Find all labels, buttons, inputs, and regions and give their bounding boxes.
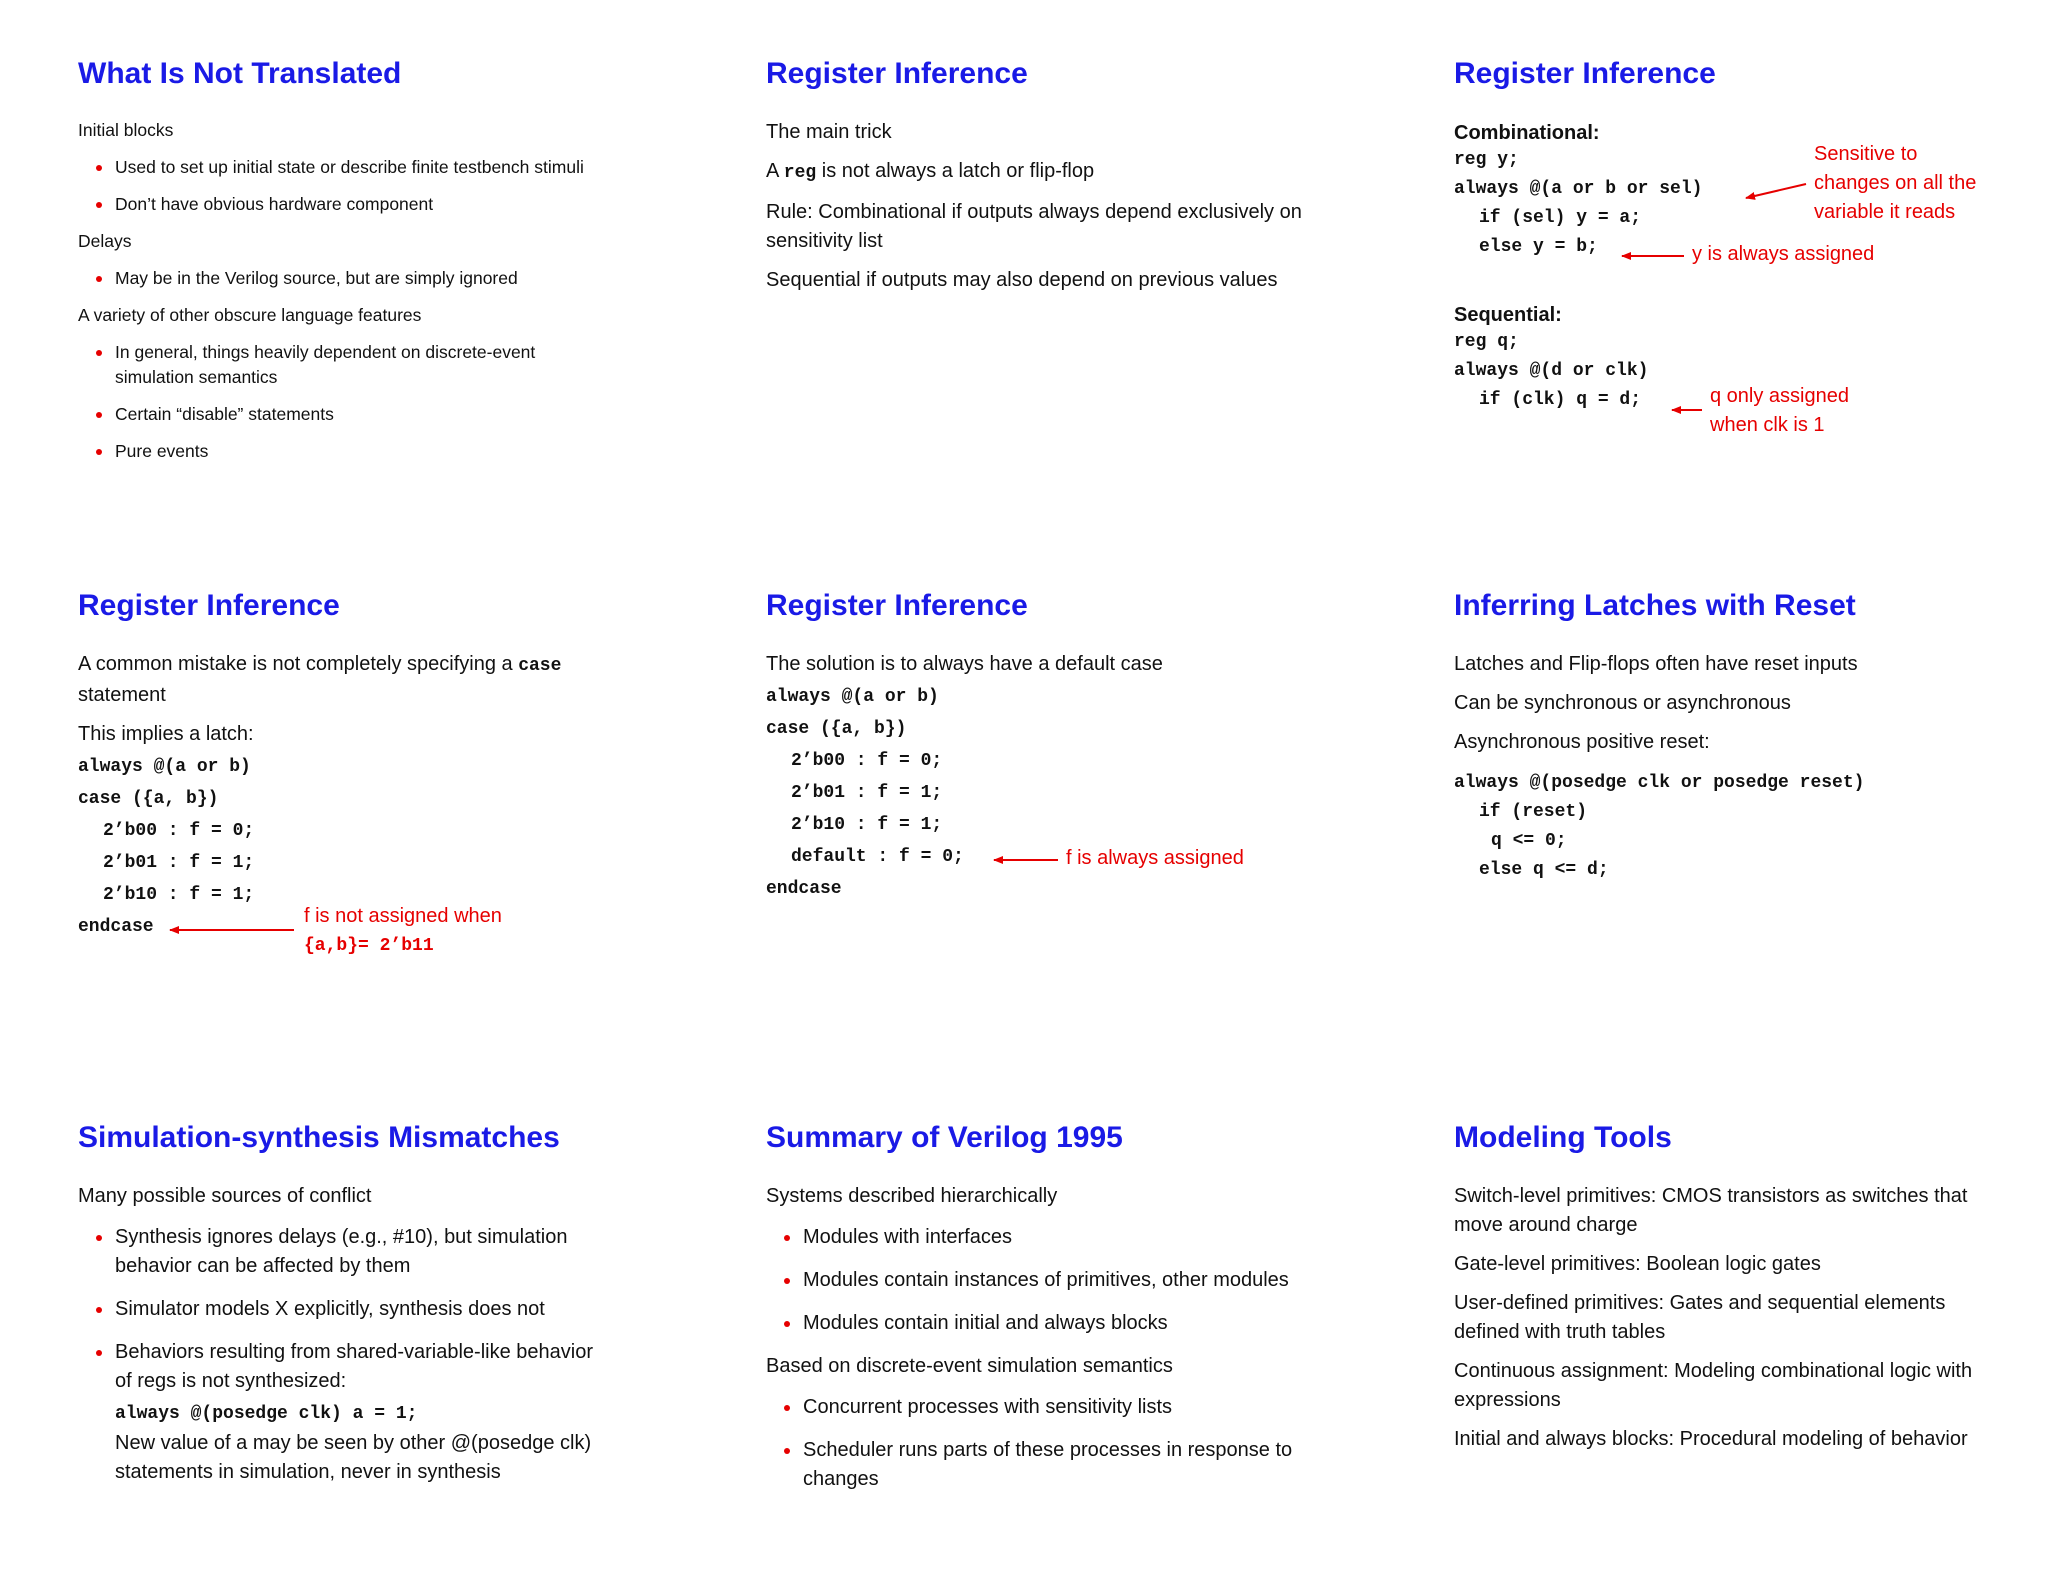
slide-title: Simulation-synthesis Mismatches: [78, 1121, 560, 1154]
code-line: q <= 0;: [1491, 831, 1567, 851]
code-line: 2’b00 : f = 0;: [103, 821, 255, 841]
annotation-line: Sensitive to: [1814, 143, 1918, 165]
combinational-heading: Combinational:: [1454, 122, 1600, 144]
code-line: always @(a or b or sel): [1454, 179, 1703, 199]
paragraph: Sequential if outputs may also depend on previous values: [766, 269, 1278, 291]
code-line: endcase: [78, 917, 154, 937]
list-item: Systems described hierarchically: [766, 1185, 1058, 1207]
code-line: else y = b;: [1479, 237, 1598, 257]
paragraph: Can be synchronous or asynchronous: [1454, 692, 1791, 714]
list-item: Delays: [78, 231, 132, 251]
slide-register-inference-2: [1454, 56, 2048, 415]
list-item: Synthesis ignores delays (e.g., #10), but simulation behavior can be affected by them: [78, 1223, 615, 1281]
code-line: 2’b10 : f = 1;: [103, 885, 255, 905]
code-line: reg q;: [1454, 332, 1519, 352]
slide-title: Summary of Verilog 1995: [766, 1121, 1123, 1154]
list-item: User-defined primitives: Gates and sequential elements defined with truth tables: [1454, 1292, 1946, 1343]
code-line: if (reset): [1479, 802, 1588, 822]
paragraph: Rule: Combinational if outputs always depend exclusively on sensitivity list: [766, 201, 1302, 252]
code-line: always @(a or b): [766, 687, 939, 707]
list-item: Continuous assignment: Modeling combinational logic with expressions: [1454, 1360, 1973, 1411]
text-part: is not always a latch or flip-flop: [816, 160, 1095, 182]
list-item: Don’t have obvious hardware component: [78, 192, 698, 217]
slide-sim-synth-mismatches: [78, 1120, 698, 1487]
slide-body: [78, 650, 698, 943]
slide-inferring-latches-reset: [1454, 588, 2048, 885]
slide-title: Modeling Tools: [1454, 1121, 1672, 1154]
code-line: always @(posedge clk or posedge reset): [1454, 773, 1865, 793]
list-item: Initial blocks: [78, 120, 174, 140]
slide-title: What Is Not Translated: [78, 57, 402, 90]
code-line: 2’b01 : f = 1;: [791, 783, 943, 803]
list-item: Simulator models X explicitly, synthesis does not: [78, 1295, 698, 1324]
slide-body: [1454, 1182, 2004, 1454]
annotation-not-assigned: f is not assigned when: [304, 905, 502, 927]
list-item: Modules contain instances of primitives, other modules: [766, 1266, 1303, 1295]
list-item: Based on discrete-event simulation semantics: [766, 1355, 1173, 1377]
annotation-sensitive: [1814, 140, 1976, 227]
list-item: Modules with interfaces: [766, 1223, 1386, 1252]
code-line: default : f = 0;: [791, 847, 964, 867]
code-line: case ({a, b}): [78, 789, 219, 809]
code-line: case ({a, b}): [766, 719, 907, 739]
list-item: May be in the Verilog source, but are simply ignored: [78, 266, 698, 291]
annotation-not-assigned-code: {a,b}= 2’b11: [304, 936, 434, 956]
inline-code: reg: [783, 163, 817, 183]
annotation-line: changes on all the: [1814, 172, 1977, 194]
code-line: 2’b10 : f = 1;: [791, 815, 943, 835]
slide-title: Register Inference: [766, 589, 1028, 622]
code-line: always @(posedge clk) a = 1;: [115, 1404, 418, 1424]
code-line: reg y;: [1454, 150, 1519, 170]
code-line: always @(a or b): [78, 757, 251, 777]
list-item: Certain “disable” statements: [78, 402, 698, 427]
paragraph: Latches and Flip-flops often have reset inputs: [1454, 653, 1858, 675]
paragraph: [78, 650, 618, 710]
slide-title: Register Inference: [78, 589, 340, 622]
annotation-line: q only assigned: [1710, 385, 1849, 407]
slide-register-inference-1: [766, 56, 1386, 305]
slide-body: [766, 118, 1386, 295]
list-item: Switch-level primitives: CMOS transistors as switches that move around charge: [1454, 1185, 1968, 1236]
paragraph: Asynchronous positive reset:: [1454, 731, 1710, 753]
slide-body: [78, 1182, 698, 1487]
code-line: always @(d or clk): [1454, 361, 1649, 381]
code-line: if (sel) y = a;: [1479, 208, 1642, 228]
code-line: endcase: [766, 879, 842, 899]
code-line: 2’b01 : f = 1;: [103, 853, 255, 873]
annotation-always-assigned: f is always assigned: [1066, 847, 1244, 869]
list-item: Used to set up initial state or describe finite testbench stimuli: [78, 155, 698, 180]
slide-title: Inferring Latches with Reset: [1454, 589, 1856, 622]
list-item: Concurrent processes with sensitivity lists: [766, 1393, 1386, 1422]
annotation-y-assigned: y is always assigned: [1692, 243, 1875, 265]
annotation-line: when clk is 1: [1710, 414, 1825, 436]
list-item: Behaviors resulting from shared-variable-like behavior of regs is not synthesized:: [78, 1338, 615, 1396]
list-item: Initial and always blocks: Procedural modeling of behavior: [1454, 1428, 1968, 1450]
code-line: else q <= d;: [1479, 860, 1609, 880]
slide-what-is-not-translated: [78, 56, 698, 476]
paragraph: This implies a latch:: [78, 723, 254, 745]
list-item: A variety of other obscure language features: [78, 305, 422, 325]
slide-title: Register Inference: [766, 57, 1028, 90]
text-part: A: [766, 160, 784, 182]
list-item: Modules contain initial and always blocks: [766, 1309, 1386, 1338]
sequential-heading: Sequential:: [1454, 304, 1562, 326]
slide-modeling-tools: [1454, 1120, 2048, 1464]
code-line: 2’b00 : f = 0;: [791, 751, 943, 771]
text-part: statement: [78, 684, 166, 706]
slide-summary-verilog-1995: [766, 1120, 1386, 1508]
slide-body: [766, 1182, 1386, 1494]
paragraph: [766, 157, 1386, 188]
slide-body: [78, 118, 698, 464]
list-item: Pure events: [78, 439, 698, 464]
slide-register-inference-3: [78, 588, 698, 943]
inline-code: case: [518, 656, 562, 676]
text-part: A common mistake is not completely specifying a: [78, 653, 519, 675]
paragraph: The solution is to always have a default case: [766, 653, 1163, 675]
slide-body: [1454, 650, 2048, 885]
code-line: if (clk) q = d;: [1479, 390, 1642, 410]
paragraph: New value of a may be seen by other @(posedge clk) statements in simulation, never in synthesis: [115, 1432, 592, 1483]
annotation-q-assigned: [1710, 382, 1849, 440]
paragraph: The main trick: [766, 121, 892, 143]
list-item: Scheduler runs parts of these processes in response to changes: [766, 1436, 1303, 1494]
paragraph: Many possible sources of conflict: [78, 1185, 372, 1207]
list-item: In general, things heavily dependent on discrete-event simulation semantics: [78, 340, 575, 390]
slide-title: Register Inference: [1454, 57, 1716, 90]
list-item: Gate-level primitives: Boolean logic gates: [1454, 1253, 1821, 1275]
annotation-line: variable it reads: [1814, 201, 1956, 223]
